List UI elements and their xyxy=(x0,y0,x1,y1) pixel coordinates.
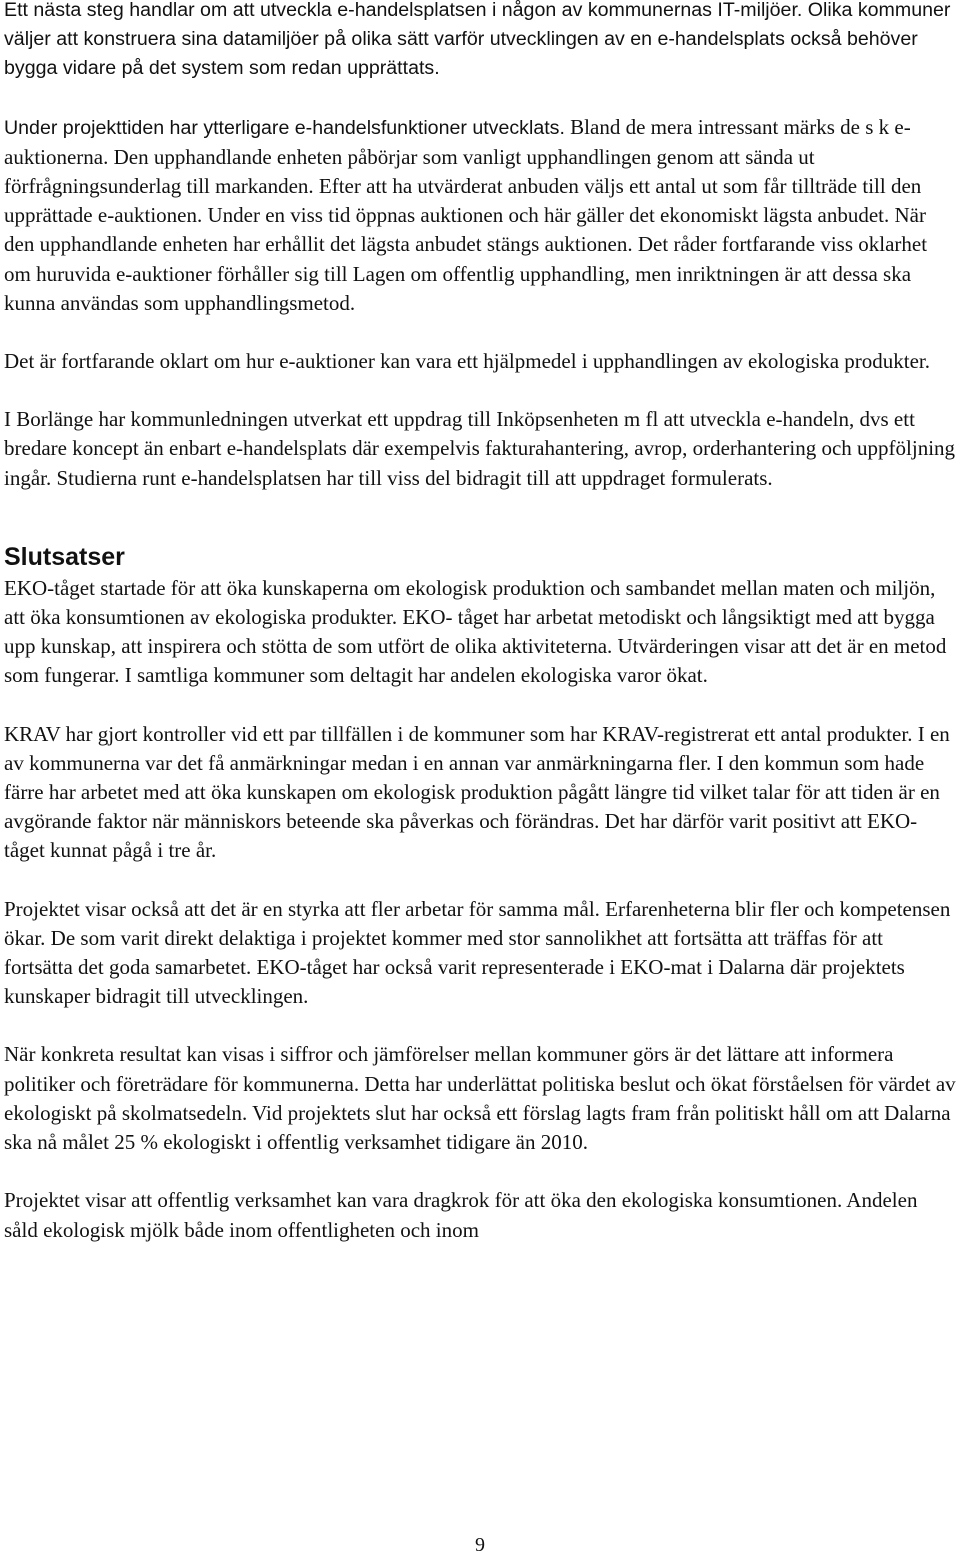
paragraph-styrka: Projektet visar också att det är en styrka att fler arbetar för samma mål. Erfarenheterna blir fler och kompetensen ökar. De som varit direkt delaktiga i projektet kommer med stor sannolikhet att fortsätta att träffas för att fortsätta det goda samarbetet. EKO-tåget har också varit representerade i EKO-mat i Dalarna där projektets kunskaper bidragit till utvecklingen. xyxy=(4,896,951,1009)
paragraph-e-auctions xyxy=(4,113,956,318)
section-heading-slutsatser: Slutsatser xyxy=(4,542,125,571)
paragraph-e-handel-next-step: Ett nästa steg handlar om att utveckla e-handelsplatsen i någon av kommunernas IT-miljöer. Olika kommuner väljer att konstruera sina datamiljöer på olika sätt varför utvecklingen av en e-handelsplats också behöver bygga vidare på det system som redan upprättats. xyxy=(4,0,951,80)
page-number: 9 xyxy=(475,1534,485,1556)
paragraph-e-auctions-lead: Under projekttiden har ytterligare e-handelsfunktioner utvecklats. xyxy=(4,116,565,139)
paragraph-e-auctions-body: Bland de mera intressant märks de s k e-auktionerna. Den upphandlande enheten påbörjar som vanligt upphandlingen genom att sända ut förfrågningsunderlag till markanden. Efter att ha utvärderat anbuden väljs ett antal ut som får tillträde till den upprättade e-auktionen. Under en viss tid öppnas auktionen och här gäller det ekonomiskt lägsta anbudet. När den upphandlande enheten har erhållit det lägsta anbudet stängs auktionen. Det råder fortfarande viss oklarhet om huruvida e-auktioner förhåller sig till Lagen om offentlig upphandling, men inriktningen är att dessa ska kunna användas som upphandlingsmetod. xyxy=(4,114,928,315)
paragraph-e-auctions-unclear: Det är fortfarande oklart om hur e-auktioner kan vara ett hjälpmedel i upphandlingen av ekologiska produkter. xyxy=(4,349,931,374)
paragraph-krav: KRAV har gjort kontroller vid ett par tillfällen i de kommuner som har KRAV-registrerat ett antal produkter. I en av kommunerna var det få anmärkningar medan i en annan var anmärkningarna fler. I den kommun som hade färre har arbetet med att öka kunskapen om ekologisk produktion pågått längre tid vilket talar för att tiden är en avgörande faktor när människors beteende ska påverkas och förändras. Det har därför varit positivt att EKO-tåget kunnat pågå i tre år. xyxy=(4,721,950,863)
paragraph-eko-taget: EKO-tåget startade för att öka kunskaperna om ekologisk produktion och sambandet mellan maten och miljön, att öka konsumtionen av ekologiska produkter. EKO- tåget har arbetat metodiskt och långsiktigt med att bygga upp kunskap, att inspirera och stötta de som utfört de olika aktiviteterna. Utvärderingen visar att det är en metod som fungerar. I samtliga kommuner som deltagit har andelen ekologiska varor ökat. xyxy=(4,575,947,688)
paragraph-dragkrok: Projektet visar att offentlig verksamhet kan vara dragkrok för att öka den ekologiska konsumtionen. Andelen såld ekologisk mjölk både inom offentligheten och inom xyxy=(4,1188,918,1242)
paragraph-konkreta-resultat: När konkreta resultat kan visas i siffror och jämförelser mellan kommuner görs är det lättare att informera politiker och företrädare för kommunerna. Detta har underlättat politiska beslut och ökat förståelsen för värdet av ekologiskt på skolmatsedeln. Vid projektets slut har också ett förslag lagts fram från politiskt håll om att Dalarna ska nå målet 25 % ekologiskt i offentlig verksamhet tidigare än 2010. xyxy=(4,1042,956,1155)
paragraph-borlange: I Borlänge har kommunledningen utverkat ett uppdrag till Inköpsenheten m fl att utveckla e-handeln, dvs ett bredare koncept än enbart e-handelsplats där exempelvis fakturahantering, avrop, orderhantering och uppföljning ingår. Studierna runt e-handelsplatsen har till viss del bidragit till att uppdraget formulerats. xyxy=(4,407,956,490)
document-page xyxy=(4,0,956,1245)
